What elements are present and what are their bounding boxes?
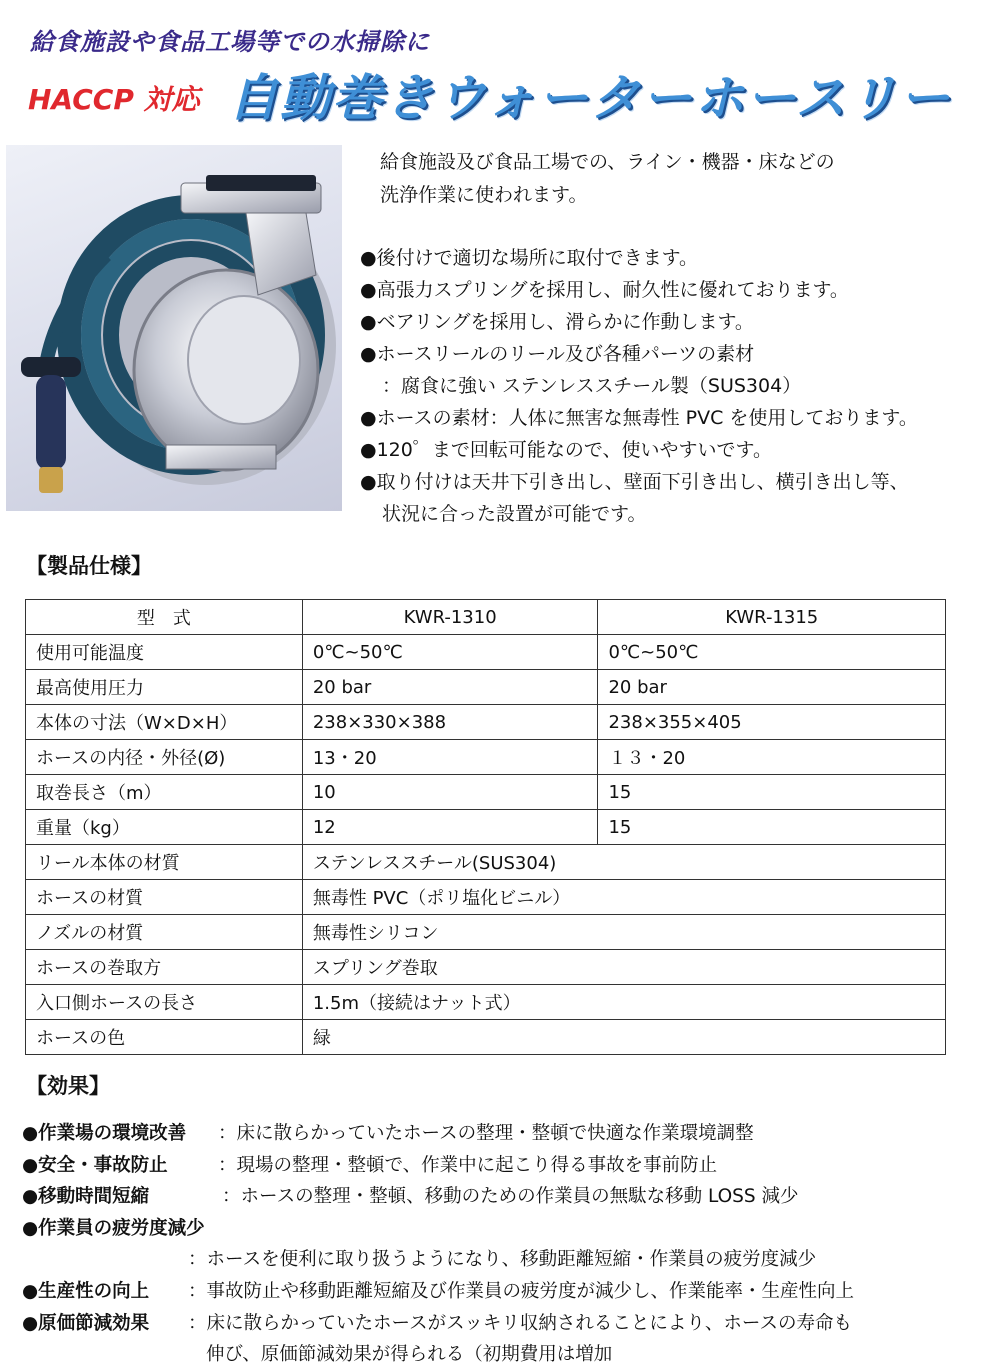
- feature-item-continued: ：腐食に強い ステンレススチール製（SUS304）: [382, 375, 802, 397]
- spec-value: 13・20: [302, 740, 598, 775]
- spec-value: 15: [598, 810, 946, 845]
- spec-value: 無毒性シリコン: [302, 915, 945, 950]
- effect-label: ●作業員の疲労度減少: [22, 1217, 205, 1239]
- spec-header-row: [26, 600, 946, 635]
- spec-header-cell: KWR-1315: [598, 600, 946, 635]
- spec-value: 1.5m（接続はナット式）: [302, 985, 945, 1020]
- spec-label: 使用可能温度: [26, 635, 303, 670]
- spec-value: 緑: [302, 1020, 945, 1055]
- feature-item: ●ホースリールのリール及び各種パーツの素材: [360, 343, 755, 365]
- effect-text: ：事故防止や移動距離短縮及び作業員の疲労度が減少し、作業能率・生産性向上: [188, 1280, 855, 1302]
- feature-item: ●ベアリングを採用し、滑らかに作動します。: [360, 311, 754, 333]
- spec-header-cell: 型 式: [26, 600, 303, 635]
- feature-item-continued: 状況に合った設置が可能です。: [382, 503, 647, 525]
- table-row: [26, 845, 946, 880]
- spec-label: 入口側ホースの長さ: [26, 985, 303, 1020]
- feature-item: ●ホースの素材：人体に無害な無毒性 PVC を使用しております。: [360, 407, 918, 429]
- effect-text: ：ホースの整理・整頓、移動のための作業員の無駄な移動 LOSS 減少: [222, 1186, 799, 1208]
- effect-text: ：床に散らかっていたホースがスッキリ収納されることにより、ホースの寿命も: [188, 1312, 852, 1334]
- page-title: 自動巻きウォーターホースリー: [228, 69, 952, 127]
- table-row: [26, 1020, 946, 1055]
- effect-text: 伸び、原価節減効果が得られる（初期費用は増加: [206, 1344, 613, 1366]
- effect-text: ：現場の整理・整頓で、作業中に起こり得る事故を事前防止: [218, 1154, 718, 1176]
- effect-label: ●安全・事故防止: [22, 1154, 168, 1176]
- table-row: [26, 635, 946, 670]
- spec-value: 10: [302, 775, 598, 810]
- spec-label: ホースの色: [26, 1020, 303, 1055]
- haccp-badge: HACCP 対応: [28, 83, 200, 116]
- spec-label: ホースの材質: [26, 880, 303, 915]
- spec-value: スプリング巻取: [302, 950, 945, 985]
- intro-text: [380, 146, 835, 212]
- product-photo: [6, 145, 342, 511]
- spec-label: 取巻長さ（m）: [26, 775, 303, 810]
- table-row: [26, 810, 946, 845]
- table-row: [26, 670, 946, 705]
- subtitle: 給食施設や食品工場等での水掃除に: [30, 28, 430, 56]
- spec-value: 無毒性 PVC（ポリ塩化ビニル）: [302, 880, 945, 915]
- intro-line-2: 洗浄作業に使われます。: [380, 184, 588, 206]
- spec-value: 0℃~50℃: [598, 635, 946, 670]
- effect-label: ●作業場の環境改善: [22, 1123, 187, 1144]
- spec-table: [25, 599, 946, 1055]
- spec-value: 15: [598, 775, 946, 810]
- table-row: [26, 705, 946, 740]
- feature-item: ●高張力スプリングを採用し、耐久性に優れております。: [360, 279, 849, 301]
- spec-value: １３・20: [598, 740, 946, 775]
- effect-label: ●移動時間短縮: [22, 1186, 150, 1208]
- table-row: [26, 880, 946, 915]
- spec-label: 本体の寸法（W×D×H）: [26, 705, 303, 740]
- feature-item: ●120゜まで回転可能なので、使いやすいです。: [360, 439, 772, 461]
- spec-label: ノズルの材質: [26, 915, 303, 950]
- effect-text: ：床に散らかっていたホースの整理・整頓で快適な作業環境調整: [218, 1123, 754, 1144]
- spec-value: ステンレススチール(SUS304): [302, 845, 945, 880]
- effects-heading: 【効果】: [26, 1074, 110, 1098]
- spec-label: リール本体の材質: [26, 845, 303, 880]
- table-row: [26, 915, 946, 950]
- feature-item: ●後付けで適切な場所に取付できます。: [360, 247, 699, 269]
- feature-list: [360, 242, 990, 530]
- table-row: [26, 950, 946, 985]
- spec-heading: 【製品仕様】: [26, 554, 152, 578]
- table-row: [26, 740, 946, 775]
- table-row: [26, 985, 946, 1020]
- spec-value: 20 bar: [598, 670, 946, 705]
- spec-header-cell: KWR-1310: [302, 600, 598, 635]
- spec-label: ホースの巻取方: [26, 950, 303, 985]
- effect-text: ：ホースを便利に取り扱うようになり、移動距離短縮・作業員の疲労度減少: [188, 1249, 817, 1271]
- spec-value: 238×330×388: [302, 705, 598, 740]
- effect-label: ●生産性の向上: [22, 1280, 150, 1302]
- intro-line-1: 給食施設及び食品工場での、ライン・機器・床などの: [380, 151, 835, 173]
- spec-value: 238×355×405: [598, 705, 946, 740]
- feature-item: ●取り付けは天井下引き出し、壁面下引き出し、横引き出し等、: [360, 471, 909, 493]
- spec-label: 最高使用圧力: [26, 670, 303, 705]
- table-row: [26, 775, 946, 810]
- spec-value: 0℃~50℃: [302, 635, 598, 670]
- hose-reel-image: [6, 145, 342, 511]
- spec-value: 12: [302, 810, 598, 845]
- spec-label: ホースの内径・外径(Ø): [26, 740, 303, 775]
- spec-value: 20 bar: [302, 670, 598, 705]
- spec-label: 重量（kg）: [26, 810, 303, 845]
- effect-label: ●原価節減効果: [22, 1312, 150, 1334]
